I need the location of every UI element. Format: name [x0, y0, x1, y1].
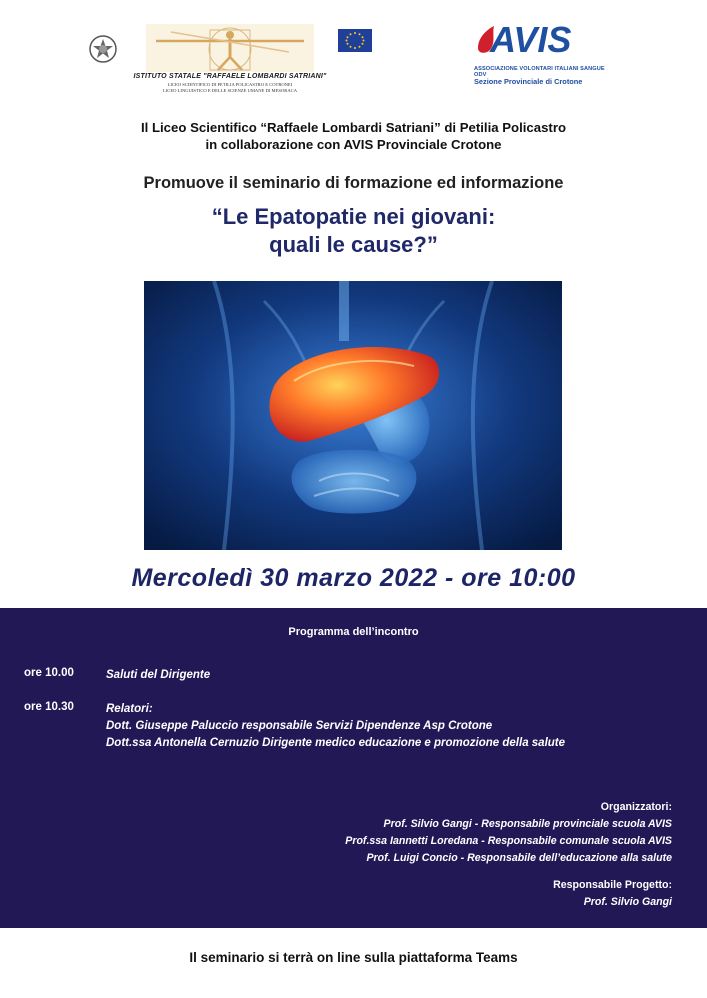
avis-logo-icon	[472, 18, 600, 58]
vitruvian-man-logo-icon	[146, 24, 314, 72]
program-time-1: ore 10.00	[24, 667, 74, 679]
organizer-2: Prof.ssa Iannetti Loredana - Responsabile comunale scuola AVIS	[345, 835, 672, 847]
speaker-1: Dott. Giuseppe Paluccio responsabile Servizi Dipendenze Asp Crotone	[106, 720, 493, 732]
intro-text	[0, 119, 707, 153]
school-subtitle: LICEO SCIENTIFICO DI PETILIA POLICASTRO E COTRONEI LICEO LINGUISTICO E DELLE SCIENZE UMANE DI MESORACA	[162, 82, 298, 93]
avis-logo-text: AVIS	[490, 19, 572, 58]
intro-line-2: in collaborazione con AVIS Provinciale Crotone	[205, 137, 502, 152]
footer-note: Il seminario si terrà on line sulla piattaforma Teams	[189, 950, 518, 965]
event-date: Mercoledì 30 marzo 2022 - ore 10:00	[131, 564, 576, 592]
organizer-3: Prof. Luigi Concio - Responsabile dell’educazione alla salute	[366, 852, 672, 864]
project-manager-label: Responsabile Progetto:	[553, 879, 672, 891]
avis-association-label: ASSOCIAZIONE VOLONTARI ITALIANI SANGUE ODV	[474, 66, 605, 78]
organizer-1: Prof. Silvio Gangi - Responsabile provinciale scuola AVIS	[383, 818, 672, 830]
program-item-1: Saluti del Dirigente	[106, 669, 211, 681]
promotes-heading: Promuove il seminario di formazione ed informazione	[143, 174, 564, 192]
seminar-title-line-1: “Le Epatopatie nei giovani:	[211, 204, 496, 229]
project-manager-name: Prof. Silvio Gangi	[583, 896, 672, 908]
speakers-label: Relatori:	[106, 703, 153, 715]
program-title: Programma dell’incontro	[288, 626, 419, 638]
seminar-title-line-2: quali le cause?”	[269, 232, 438, 257]
organizers-block	[212, 799, 672, 867]
italian-republic-emblem-icon	[88, 34, 118, 64]
program-item-2	[106, 701, 565, 752]
liver-illustration-image	[144, 281, 562, 550]
project-manager-block	[212, 877, 672, 911]
eu-flag-icon	[338, 29, 372, 52]
seminar-title	[0, 203, 707, 259]
intro-line-1: Il Liceo Scientifico “Raffaele Lombardi Satriani” di Petilia Policastro	[140, 120, 567, 135]
speaker-2: Dott.ssa Antonella Cernuzio Dirigente medico educazione e promozione della salute	[106, 737, 566, 749]
avis-section-label: Sezione Provinciale di Crotone	[474, 77, 583, 86]
school-name: ISTITUTO STATALE "RAFFAELE LOMBARDI SATRIANI"	[133, 73, 327, 80]
organizers-label: Organizzatori:	[600, 801, 672, 813]
program-time-2: ore 10.30	[24, 701, 74, 713]
